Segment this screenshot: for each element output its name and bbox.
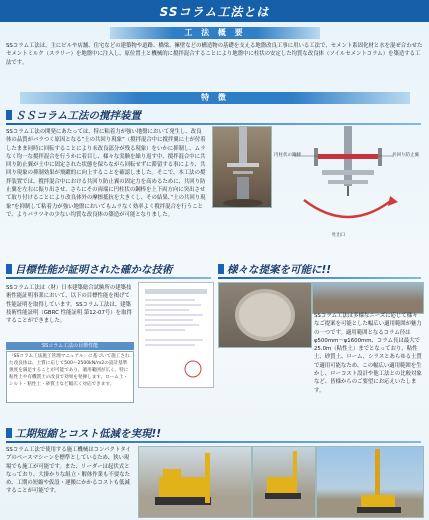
section3-underline [218,277,421,279]
section1-heading [6,108,141,123]
section3-heading [218,262,331,277]
section3-marker [218,264,224,274]
certificate-art [139,283,213,387]
page-title: SSコラム工法とは [159,5,270,19]
section2-underline [6,277,211,279]
section4-marker [6,428,12,438]
stirring-device-diagram [274,126,424,244]
compact-machine-photo [138,446,252,518]
auger-photo [212,126,272,208]
section4-heading-text: 工期短縮とコスト低減を実現!! [15,428,162,440]
section1-heading-text: ＳＳコラム工法の撹拌装置 [15,110,141,122]
section4-underline [6,441,421,443]
section2-text: SSコラム工法は（財）日本建築総合試験所の建築技術性能証明事業において、以下の目標性能を掲げて性能証明を取得しています。SSコラム工法は、建築技術性能証明（GBRC 性能証明 第12-07号）を取得することができました。 [6,285,132,325]
section2-marker [6,264,12,274]
section1-marker [6,110,12,120]
section4-text: SSコラム工法で使用する施工機械はコンパクトタイプのベースマシーンを標準としているため、狭い現場でも施工が可能です。また、リーダーは起伏式となっており、大掛かりな組立・解体作業も不要なため、工期の短縮や仮設・運搬にかかるコストも低減することが可能です。 [6,447,131,495]
features-label: 特 徴 [20,92,410,104]
column-top-art [219,283,311,347]
target-performance-note: 「SSコラム工法施工管理マニュアル」に基づいて施工された改良体は、土質に応じて500～2500kN/m2の設計基準強度を満足することが可能であり、適用範囲が広く、特に粘性土や有機質土の改良で効果を発揮します。ローム土・シルト・粘性土・砂質土など幅広く対応できます。 [6,351,134,403]
section4-heading [6,426,161,441]
section1-text: SSコラム工法の開発にあたっては、特に粘着力が強い地盤において発生し、改良体の品質がバラつく原因となる”土の共回り現象”（撹拌混合中に撹拌翼に土が付着したまま同時に回転することにより未改良部分が残る現象）をいかに抑制し、ムラなく均一な撹拌混合を行うかに着目し、様々な実験を繰り返す中、撹拌混合中に共回り防止翼が土中に固定された状態を保ちながら回転せずに滞留する事により、共回り現象の抑制効果が飛躍的に向上することを確認しました。そこで、本工法の撹拌装置では、撹拌混合中における共回り防止翼の固定力を高めるために、共回り防止翼を左右に振り出させ、さらにその両端に円柱状の鋼棒を上下両方向に突出させて取り付けることにより改良体外の摩擦抵抗を大きくし、その結果、”土の共回り現象”を抑制して粘着力が強い地盤においてもムラなく効率よく撹拌混合を行うことで、よりバラツキの少ない均質な改良体の築造が可能となりました。 [6,129,206,218]
overview-text: SSコラム工法は、主にビルや店舗、住宅などの建築物や道路、橋梁、擁壁などの構造物の基礎を支える地盤改良工事に用いる工法で、セメント系固化材と水を混ぜ合わせたセメントミルク（スラリー）を地盤中に注入し、原位置土と機械的に撹拌混合することにより地盤中に柱状の安定した均質な改良体（ソイルセメントコラム）を築造する工法です。 [6,43,423,66]
label-co-rotation-wing: 共回り防止翼 [392,153,419,158]
section2-heading [6,262,173,277]
label-discharge: 吐出口 [332,233,346,238]
compact-machine-art [139,447,251,517]
label-steel-rod: 円柱状の鋼棒 [274,153,301,158]
auger-photo-art [213,127,271,207]
column-top-photo [218,282,312,348]
target-performance-title: SSコラム工法の目標性能 [6,342,134,350]
site-photo [312,282,424,314]
machine-2-art [253,447,315,517]
machine-photo-2 [252,446,316,518]
section1-underline [6,123,421,125]
section3-text: SSコラム工法は多様なニーズに応じて様々なご提案を可能とした幅広い適用範囲が魅力の一つです。適用範囲となるコラム径はφ500mm～φ1600mm、コラム長は最大で25.0m（粘性土）までとなっており、粘性土、砂質土、ローム、シラスとあらゆる土質で適用可能なため、この幅広い適用範囲を生かし、ローコスト設計や他工法との比較対象など、皆様からのご要望にお応えいたします。 [314,313,422,394]
section1-text-top [6,128,206,219]
overview-label: 工 法 概 要 [110,27,320,39]
tall-rig-photo [316,446,424,518]
stirring-device-svg [274,126,424,244]
tall-rig-art [317,447,423,517]
section3-heading-text: 様々な提案を可能に!! [227,264,332,276]
section2-heading-text: 目標性能が証明された確かな技術 [15,264,173,276]
certificate-image [138,282,214,388]
